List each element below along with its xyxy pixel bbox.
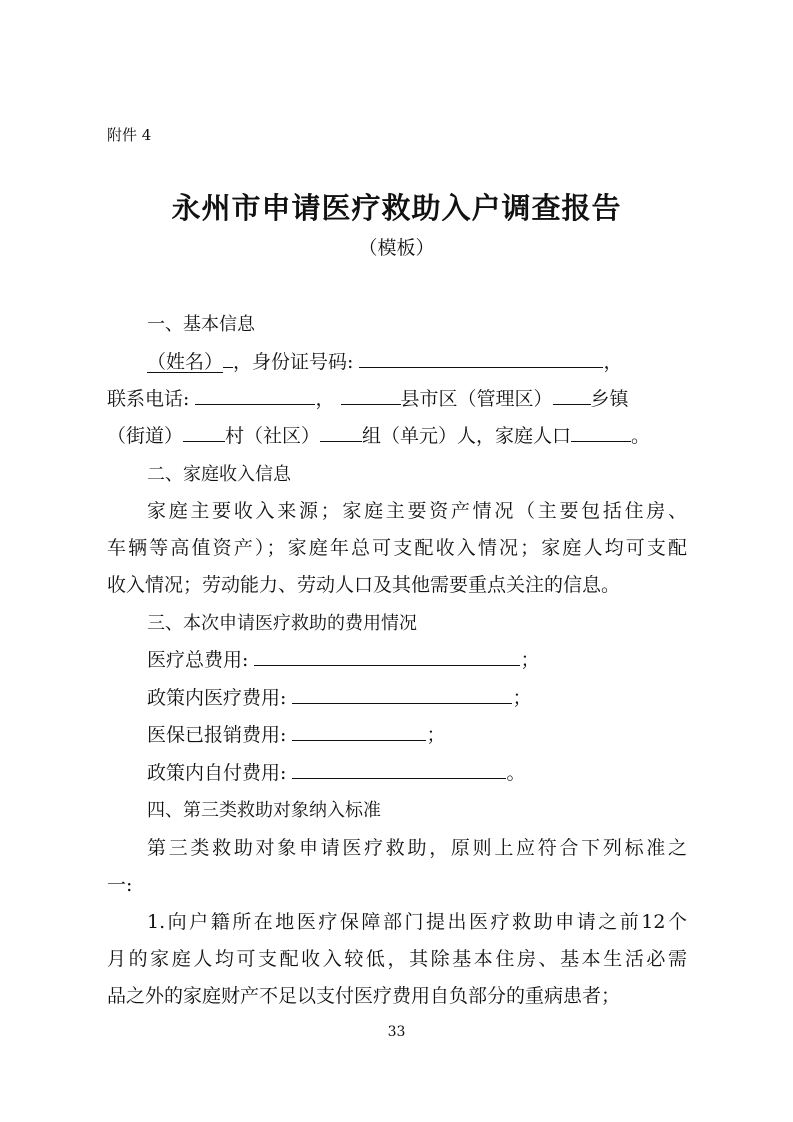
expense-label: 医疗总费用: — [147, 649, 249, 671]
comma: ， — [603, 351, 623, 373]
income-text-line-3: 收入情况；劳动能力、劳动人口及其他需要重点关注的信息。 — [107, 574, 621, 596]
expense-row-reimbursed — [147, 720, 445, 747]
section-heading-criteria: 四、第三类救助对象纳入标准 — [147, 800, 381, 821]
expense-end: ； — [426, 724, 446, 746]
expense-row-total — [147, 645, 539, 672]
street-label: （街道） — [107, 425, 184, 447]
village-blank[interactable] — [320, 421, 362, 442]
village-label: 村（社区） — [225, 425, 321, 447]
section-heading-income: 二、家庭收入信息 — [147, 464, 291, 485]
period: 。 — [631, 425, 651, 447]
township-blank[interactable] — [553, 384, 591, 405]
expense-end: ； — [512, 687, 532, 709]
group-label: 组（单元）人，家庭人口 — [362, 425, 572, 447]
county-label: 县市区（管理区） — [400, 388, 553, 410]
expense-blank-total[interactable] — [254, 645, 520, 666]
criteria-text-line-3: 1.向户籍所在地医疗保障部门提出医疗救助申请之前12个 — [147, 911, 687, 933]
comma-2: ， — [315, 388, 335, 410]
id-number-blank[interactable] — [359, 347, 603, 368]
phone-blank[interactable] — [195, 384, 315, 405]
expense-end: ； — [520, 649, 540, 671]
page-number: 33 — [387, 1024, 406, 1040]
page-subtitle: （模板） — [358, 237, 435, 259]
expense-row-self-paid — [147, 758, 525, 785]
form-line-village — [107, 421, 650, 448]
section-heading-basic-info: 一、基本信息 — [147, 314, 255, 335]
household-size-blank[interactable] — [571, 421, 631, 442]
attachment-label: 附件 4 — [107, 126, 152, 144]
form-line-phone-county — [107, 384, 629, 411]
form-line-name-id — [147, 347, 622, 374]
township-label: 乡镇 — [590, 388, 629, 410]
street-blank[interactable] — [183, 421, 225, 442]
criteria-text-line-1: 第三类救助对象申请医疗救助，原则上应符合下列标准之 — [147, 837, 687, 859]
name-underline-tail — [223, 347, 233, 368]
id-label: ，身份证号码: — [233, 351, 354, 373]
expense-label: 医保已报销费用: — [147, 724, 287, 746]
county-blank[interactable] — [341, 384, 401, 405]
phone-label: 联系电话: — [107, 388, 190, 410]
income-text-line-2: 车辆等高值资产）；家庭年总可支配收入情况；家庭人均可支配 — [107, 537, 687, 559]
expense-row-policy — [147, 683, 531, 710]
criteria-text-line-5: 品之外的家庭财产不足以支付医疗费用自负部分的重病患者； — [107, 985, 621, 1007]
criteria-text-line-2: 一: — [107, 874, 133, 896]
name-field[interactable]: （姓名） — [147, 351, 224, 373]
expense-label: 政策内医疗费用: — [147, 687, 287, 709]
expense-blank-self-paid[interactable] — [292, 758, 506, 779]
expense-blank-reimbursed[interactable] — [292, 720, 426, 741]
expense-label: 政策内自付费用: — [147, 762, 287, 784]
page-title: 永州市申请医疗救助入户调查报告 — [171, 191, 622, 225]
expense-end: 。 — [506, 762, 526, 784]
expense-blank-policy[interactable] — [292, 683, 512, 704]
criteria-text-line-4: 月的家庭人均可支配收入较低，其除基本住房、基本生活必需 — [107, 948, 687, 970]
section-heading-expenses: 三、本次申请医疗救助的费用情况 — [147, 613, 417, 634]
income-text-line-1: 家庭主要收入来源；家庭主要资产情况（主要包括住房、 — [147, 500, 687, 522]
